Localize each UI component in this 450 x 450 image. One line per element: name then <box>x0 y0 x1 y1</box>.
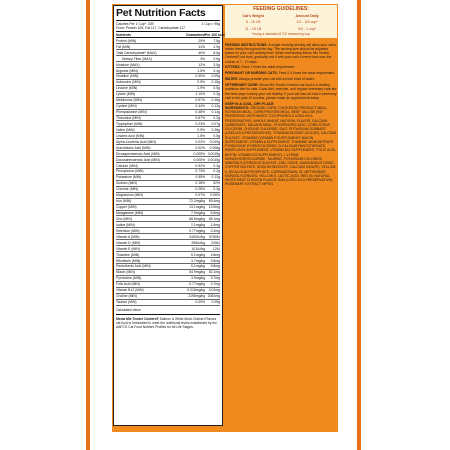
feeding-weight: 11 - 15 LB <box>244 26 262 31</box>
nutrient-guaranteed: 0.09% <box>195 300 205 305</box>
nutrient-name: Lysine (MIN) <box>116 92 136 97</box>
nutrient-per-kcal: 4.8mg <box>210 252 220 257</box>
calories-from: From: Protein 105, Fat 117, Carbohydrate 117 <box>116 26 186 31</box>
nutrient-name: Niacin (MIN) <box>116 270 135 275</box>
feeding-guidelines-box <box>225 5 337 38</box>
nutrient-guaranteed: 6100IU/kg <box>189 234 205 239</box>
nutrient-name: Zinc (MIN) <box>116 216 132 221</box>
nutrient-name: Folic Acid (MIN) <box>116 282 140 287</box>
nutrient-name: Threonine (MIN) <box>116 116 141 120</box>
nutrient-guaranteed: 101IU/kg <box>191 246 205 251</box>
ingredients-label: INGREDIENTS: <box>225 105 250 110</box>
water-note <box>225 77 337 81</box>
nutrient-guaranteed: 0.46% <box>195 110 205 115</box>
nutrient-per-kcal: 0.07g <box>211 121 220 126</box>
nutrient-per-kcal: 0.06% <box>210 193 220 198</box>
feeding-amount: 1/2 - 3/4 cup* <box>296 20 318 25</box>
nutrient-per-kcal: 3.5g <box>213 62 220 67</box>
pregnant-text: Feed 2-4 times the adult requirement. <box>278 71 336 76</box>
nutrient-per-kcal: 0.0015g <box>207 151 220 156</box>
nutrient-name: Vitamin E (MIN) <box>116 246 140 251</box>
ingredients <box>225 106 337 187</box>
nutrient-per-kcal: 0.09g <box>211 300 220 305</box>
nutrient-per-kcal: 0.9g <box>213 56 220 61</box>
nutrient-name: Tryptophan (MIN) <box>116 121 143 126</box>
nutrient-guaranteed: 0.73% <box>195 169 205 174</box>
nutrient-guaranteed: 3.7mg/kg <box>191 258 205 263</box>
nutrition-title: Pet Nutrition Facts <box>116 7 220 21</box>
nutrient-per-kcal: 13.9mg <box>208 205 220 210</box>
nutrient-name: Choline (MIN) <box>116 294 137 299</box>
nutrient-guaranteed: 0.9% <box>197 127 205 132</box>
feeding-weight: 5 - 10 LB <box>245 20 261 25</box>
feeding-guidelines-title: FEEDING GUIDELINES: <box>253 6 309 12</box>
nutrient-per-kcal: 8.6g <box>213 50 220 55</box>
veterinary-text: Meow Mix Tender Centers cat food is a healthy, nutritious diet for cats. Good diet, exercise, and regular veterinary care are the best ways to keep your cat healthy. If your cat has not had a veterinary visit in the past 12 months, please make an appointment today. <box>225 83 337 100</box>
nutrient-name: Pyridoxine (MIN) <box>116 276 142 281</box>
nutrient-name: Iodine (MIN) <box>116 222 135 227</box>
nutrient-per-kcal: 0.7mg <box>210 282 220 287</box>
col-weight: Cat's Weight <box>242 14 264 18</box>
pregnant-label: PREGNANT OR NURSING CATS: <box>225 71 278 76</box>
package-edge-left <box>86 0 90 450</box>
nutrient-per-kcal: 12IU <box>212 246 220 251</box>
feeding-note: *using a standard 8 OZ measuring cup <box>251 32 311 37</box>
nutrient-per-kcal: 0.3g <box>213 187 220 192</box>
calculated-value-note: Calculated Value <box>116 308 220 315</box>
nutrient-name: Manganese (MIN) <box>116 211 144 215</box>
nutrient-name: Protein (MIN) <box>116 38 137 43</box>
nutrient-per-kcal: 65.1mg <box>208 216 220 221</box>
nutrient-per-kcal: 7.8g <box>213 38 220 43</box>
nutrient-guaranteed: 3.9mg/kg <box>191 276 205 281</box>
storage-note: KEEP IN A COOL, DRY PLACE <box>225 101 274 106</box>
nutrient-name: Docosahexaenoic Acid (MIN) <box>116 157 160 162</box>
nutrient-per-kcal: 0.16g <box>211 98 220 103</box>
calories-block <box>116 21 220 32</box>
nutrient-per-kcal: 0.12g <box>211 175 220 180</box>
nutrient-guaranteed: 0.23% <box>195 121 205 126</box>
nutrient-guaranteed: 0.02% <box>195 145 205 150</box>
nutrient-name: Phenylalanine (MIN) <box>116 110 147 115</box>
nutrient-name: Magnesium (MIN) <box>116 193 143 198</box>
nutrient-guaranteed: 29% <box>198 38 205 43</box>
nutrient-name: Selenium (MIN) <box>116 228 140 233</box>
nutrient-guaranteed: 12% <box>198 62 205 67</box>
nutrient-name: Linoleic Acid (MIN) <box>116 133 145 138</box>
nutrient-per-kcal: 0.2g <box>213 169 220 174</box>
nutrient-name: Arachidonic Acid (MIN) <box>116 145 151 150</box>
nutrient-name: Histidine (MIN) <box>116 74 139 79</box>
veterinary-note <box>225 83 337 100</box>
nutrient-name: Vitamin A (MIN) <box>116 234 140 239</box>
nutrient-guaranteed: 3% <box>200 56 205 61</box>
nutrient-per-kcal: 0.5g <box>213 133 220 138</box>
footnote-text: Salmon & White Meat Chicken Flavors cat food is formulated to meet the nutritional levels established by the AAFCO Cat Food Nutrient Profiles for All Life Stages. <box>116 316 217 330</box>
nutrient-per-kcal: 6.5mg <box>210 211 220 215</box>
nutrient-guaranteed: 72.2mg/kg <box>189 199 205 204</box>
nutrient-per-kcal: 0.14g <box>211 110 220 115</box>
nutrient-guaranteed: 0.57% <box>195 98 205 103</box>
nutrient-name: Total Carbohydrate* (MAX) <box>116 50 157 55</box>
footnote-brand: Meow Mix Tender Centers® <box>116 316 159 321</box>
nutrient-name: Chloride (MIN) <box>116 187 139 192</box>
nutrient-name: Eicosapentaenoic Acid (MIN) <box>116 151 160 156</box>
package-edge-right <box>357 0 361 450</box>
nutrient-guaranteed: 5.1mg/kg <box>191 252 205 257</box>
feeding-amount: 3/4 - 1 cup* <box>297 26 317 31</box>
nutrient-guaranteed: 2196mg/kg <box>188 294 205 299</box>
nutrition-facts-panel <box>113 5 223 426</box>
water-text: Always provide your cat with a fresh bowl of water. <box>238 77 315 82</box>
nutrient-guaranteed: 54.9mg/kg <box>189 270 205 275</box>
nutrient-guaranteed: 7.9mg/kg <box>191 211 205 215</box>
instructions-column <box>225 5 337 188</box>
nutrient-name: Potassium (MIN) <box>116 175 142 180</box>
nutrient-guaranteed: 1.10% <box>195 92 205 97</box>
nutrient-guaranteed: 0.005% <box>193 151 205 156</box>
nutrient-per-kcal: 0.12g <box>211 104 220 109</box>
nutrient-per-kcal: 0.019g <box>209 139 220 144</box>
feeding-instructions-label: FEEDING INSTRUCTIONS: <box>225 42 268 47</box>
nutrient-per-kcal: 0.01mg <box>208 288 220 293</box>
nutrient-per-kcal: 5.8mg <box>210 264 220 269</box>
nutrient-guaranteed: 0.92% <box>195 163 205 168</box>
nutrient-name: Valine (MIN) <box>116 127 135 132</box>
kittens-label: KITTENS: <box>225 65 241 70</box>
feeding-instructions <box>225 43 337 64</box>
nutrient-per-kcal: 2.9g <box>213 44 220 49</box>
nutrient-name: Arginine (MIN) <box>116 68 138 73</box>
header-per-kcal: Per 100 kcal <box>205 32 225 37</box>
nutrient-name: Sodium (MIN) <box>116 181 137 186</box>
nutrient-name: Thiamine (MIN) <box>116 252 140 257</box>
nutrient-guaranteed: 0.02% <box>195 139 205 144</box>
calories-line: Calories Per 1 Cup*: 339 <box>116 22 154 26</box>
nutrient-guaranteed: 6.1mg/kg <box>191 264 205 269</box>
nutrient-per-kcal: 3.5mg <box>210 258 220 263</box>
nutrient-guaranteed: 1.5% <box>197 133 205 138</box>
nutrient-name: Dietary Fiber (MAX) <box>122 56 152 61</box>
nutrition-footnote <box>116 308 220 330</box>
nutrient-guaranteed: 0.07% <box>195 193 205 198</box>
nutrient-guaranteed: 11% <box>198 44 205 49</box>
nutrient-name: Vitamin D (MIN) <box>116 240 141 245</box>
nutrient-per-kcal: 3.7mg <box>210 276 220 281</box>
nutrient-guaranteed: 0.005% <box>193 157 205 162</box>
nutrient-guaranteed: 40% <box>198 50 205 55</box>
nutrient-name: Taurine (MIN) <box>116 300 137 305</box>
nutrient-per-kcal: 0.5g <box>213 86 220 91</box>
nutrient-name: Pantothenic Acid (MIN) <box>116 264 151 269</box>
nutrient-name: Isoleucine (MIN) <box>116 80 141 85</box>
col-amount: Amount Daily <box>295 14 319 18</box>
kittens-note <box>225 65 337 69</box>
nutrient-guaranteed: 0.18% <box>195 181 205 186</box>
nutrient-guaranteed: 1.5% <box>197 68 205 73</box>
serving-size: 1 Cup = 95g <box>201 22 220 26</box>
nutrient-name: Moisture (MAX) <box>116 62 140 67</box>
nutrition-table-body <box>116 38 220 305</box>
nutrient-per-kcal: 243IU <box>210 240 220 245</box>
nutrient-name: Methionine (MIN) <box>116 98 143 103</box>
nutrient-guaranteed: 0.018mg/kg <box>187 288 205 293</box>
nutrient-per-kcal: 1.5mg <box>210 222 220 227</box>
nutrient-per-kcal: 0.3g <box>213 163 220 168</box>
nutrient-row <box>116 300 220 306</box>
nutrient-guaranteed: 0.67% <box>195 116 205 120</box>
nutrient-guaranteed: 1.9% <box>197 86 205 91</box>
nutrient-guaranteed: 0.28% <box>195 187 205 192</box>
ingredients-text: GROUND CORN, CHICKEN BY-PRODUCT MEAL, SOYBEAN MEAL, CORN PROTEIN MEAL, BEEF TALLOW (FAT PRESERVED WITH MIXED TOCOPHEROLS USED AS A PRESERVATIVE), WHOLE WHEAT, NATURAL FLAVOR, CALCIUM CARBONATE, SALMON MEAL, PHOSPHORIC ACID, CORN SYRUP, GLYCERIN, CHOLINE CHLORIDE, SALT, POTASSIUM SORBATE (USED AS A PRESERVATIVE), TITANIUM DIOXIDE (COLOR), CALCIUM SULFATE, VITAMINS (VITAMIN E SUPPLEMENT, NIACIN SUPPLEMENT, VITAMIN A SUPPLEMENT, THIAMINE MONONITRATE, PYRIDOXINE HYDROCHLORIDE, D-CALCIUM PANTOTHENATE, RIBOFLAVIN SUPPLEMENT, VITAMIN B12 SUPPLEMENT, FOLIC ACID, BIOTIN, VITAMIN D3 SUPPLEMENT), L-LYSINE MONOHYDROCHLORIDE, TAURINE, POTASSIUM CHLORIDE, MINERALS (FERROUS SULFATE, ZINC OXIDE, MANGANOUS OXIDE, COPPER SULFATE, SODIUM SELENITE, CALCIUM IODATE), YELLOW 6, DICALCIUM PHOSPHATE, CARRAGEENAN, DL-METHIONINE, MONOGLYCERIDES, YELLOW 5, LACTIC ACID, RED 40, NATURAL WHITE MEAT CHICKEN FLAVOR, BHA (USED AS A PRESERVATIVE), ROSEMARY EXTRACT. MP001 <box>225 105 337 187</box>
nutrient-per-kcal: 0.006g <box>209 145 220 150</box>
nutrient-per-kcal: 0.0015g <box>207 157 220 162</box>
nutrient-name: Calcium (MIN) <box>116 163 138 168</box>
nutrient-name: Alpha-Linolenic Acid (MIN) <box>116 139 156 144</box>
nutrient-per-kcal: 0.2mg <box>210 228 220 233</box>
kittens-text: Feed 2 times the adult requirement. <box>241 65 296 70</box>
nutrient-per-kcal: 0.3g <box>213 92 220 97</box>
nutrient-guaranteed: 1.1mg/kg <box>191 222 205 227</box>
nutrient-guaranteed: 68.6mg/kg <box>189 216 205 221</box>
header-nutrient: Nutrients <box>116 32 131 37</box>
nutrient-name: Phosphorus (MIN) <box>116 169 144 174</box>
nutrient-per-kcal: 2081mg <box>207 294 220 299</box>
nutrient-guaranteed: 0.55% <box>195 175 205 180</box>
nutrient-per-kcal: 52.1mg <box>208 270 220 275</box>
nutrient-per-kcal: 0.2g <box>213 116 220 120</box>
header-guaranteed: Guaranteed <box>186 32 205 37</box>
nutrient-name: Riboflavin (MIN) <box>116 258 141 263</box>
nutrient-name: Fat (MIN) <box>116 44 131 49</box>
pregnant-note <box>225 71 337 75</box>
nutrient-name: Leucine (MIN) <box>116 86 138 91</box>
nutrient-guaranteed: 0.77mg/kg <box>189 282 205 287</box>
nutrient-guaranteed: 13.1mg/kg <box>189 205 205 210</box>
nutrient-name: Copper (MIN) <box>116 205 137 210</box>
nutrient-per-kcal: 52% <box>213 181 220 186</box>
nutrient-per-kcal: 0.15g <box>211 80 220 85</box>
nutrient-name: Cystine (MIN) <box>116 104 137 109</box>
nutrient-name: Iron (MIN) <box>116 199 132 204</box>
nutrient-per-kcal: 0.26g <box>211 127 220 132</box>
nutrient-guaranteed: 0.44% <box>195 104 205 109</box>
nutrient-guaranteed: 256IU/kg <box>191 240 205 245</box>
feeding-instructions-text: A single morning serving will allow your cat to nibble freely throughout the day. The serving size should be adjusted based on your cat's activity level. When introducing Meow Mix Tender Centers® cat food, gradually mix it with your cat's current food over the course of 7 - 10 days. <box>225 42 337 64</box>
veterinary-label: VETERINARY CARE: <box>225 83 259 87</box>
nutrient-guaranteed: 0.77mg/kg <box>189 228 205 233</box>
water-label: WATER: <box>225 77 239 82</box>
nutrient-guaranteed: 0.30% <box>195 74 205 79</box>
nutrient-guaranteed: 0.5% <box>197 80 205 85</box>
nutrient-name: Vitamin B12 (MIN) <box>116 288 144 293</box>
nutrient-per-kcal: 0.4g <box>213 68 220 73</box>
nutrient-per-kcal: 69.4mg <box>208 199 220 204</box>
nutrient-per-kcal: 5780IU <box>209 234 220 239</box>
feeding-table <box>227 13 335 32</box>
nutrient-per-kcal: 0.09g <box>211 74 220 79</box>
